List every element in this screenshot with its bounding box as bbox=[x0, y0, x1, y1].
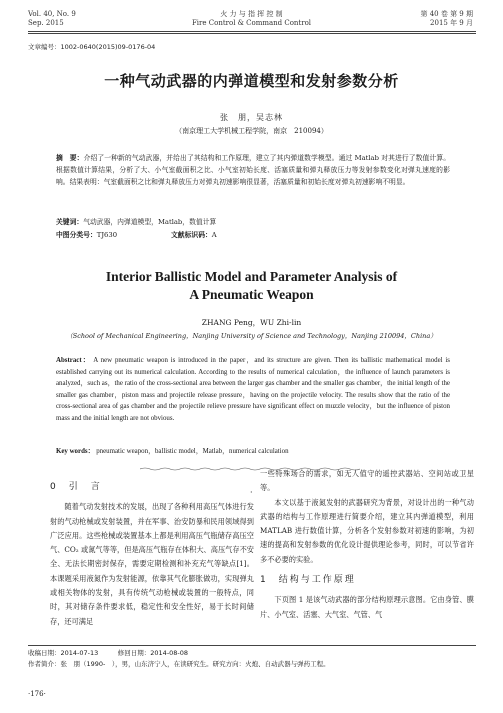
keywords-cn-text: 气动武器，内弹道模型，Matlab，数值计算 bbox=[83, 218, 217, 226]
keywords-en-text: pneumatic weapon，ballistic model，Matlab，numerical calculation bbox=[96, 448, 289, 455]
section-1-heading: 1 结构与工作原理 bbox=[260, 575, 356, 586]
center-dot: · bbox=[250, 488, 253, 497]
volume-issue-cn: 第 40 卷 第 9 期 bbox=[420, 10, 473, 18]
journal-name-en: Fire Control & Command Control bbox=[191, 19, 312, 27]
right-paragraph-continued: 一些特殊场合的需求，如无人值守的遥控武器站、空间站或卫星等。 bbox=[260, 469, 474, 493]
journal-issue-info bbox=[421, 10, 474, 28]
clc-label: 中图分类号： bbox=[56, 231, 97, 239]
header-rule-secondary bbox=[28, 33, 476, 34]
section-0-heading: 0 引 言 bbox=[50, 482, 102, 492]
page-number: ·176· bbox=[28, 690, 46, 698]
section-0-paragraph: 随着气动发射技术的发展，出现了各种利用高压气体进行发射的气动枪械或发射装置，并在军事、治安防暴和民用领域得到广泛应用。这些枪械或装置基本上都是利用高压气瓶储存高压空气、CO₂ 或氮气等等，但是高压气瓶存在体积大、高压气存不安全、无法长期密封保存，需要定期检测和补充充气等缺点[1]。本课题采用液氮作为发射能源，依靠其气化膨胀做功，实现弹丸或相关物体的发射，具有传统气动枪械或装置的一般特点，同时，其对储存条件要求低，稳定性和安全性好，易于长时间储存，还可满足 bbox=[50, 502, 254, 626]
paper-title-en-line2: A Pneumatic Weapon bbox=[189, 287, 314, 302]
paper-title-en bbox=[0, 268, 503, 304]
footnote bbox=[28, 648, 476, 670]
right-paragraph-intro: 本文以基于液氮发射的武器研究为背景，对设计出的一种气动武器的结构与工作原理进行简要介绍，建立其内弹道模型，利用 MATLAB 进行数值计算，分析各个发射参数对初速的影响，为初速的提高和发射参数的优化设计提供理论参考，同时，可以节省许多不必要的实验。 bbox=[260, 497, 474, 564]
doc-code-label: 文献标识码： bbox=[171, 231, 212, 239]
keywords-en bbox=[56, 447, 450, 457]
affiliation-cn: （南京理工大学机械工程学院，南京 210094） bbox=[175, 127, 328, 135]
section-1-paragraph: 下页图 1 是该气动武器的部分结构原理示意图。它由身管、膜片、小气室、活塞、大气室、气管、气 bbox=[260, 595, 474, 619]
classification-cn bbox=[56, 230, 450, 240]
volume-number: Vol. 40, No. 9 bbox=[28, 10, 76, 18]
authors-en: ZHANG Peng，WU Zhi-lin bbox=[201, 318, 302, 327]
left-column bbox=[50, 478, 254, 629]
footnote-rule bbox=[28, 645, 476, 646]
paper-title-cn: 一种气动武器的内弹道模型和发射参数分析 bbox=[104, 72, 399, 90]
abstract-cn-text: 介绍了一种新的气动武器，并给出了其结构和工作原理，建立了其内弹道数学模型。通过 Matlab 对其进行了数值计算。根据数值计算结果，分析了大、小气室截面积之比、小气室初始长度、活塞质量和弹丸释放压力等发射参数变化对弹丸速度的影响。结果表明：气室截面积之比和弹丸释放压力对弹丸初速影响很显著，活塞质量和初始长度对弹丸初速影响不明显。 bbox=[56, 154, 451, 186]
keywords-cn bbox=[56, 217, 450, 227]
author-bio: 作者简介：张 朋（1990- ），男，山东济宁人，在读研究生。研究方向：火炮、自动武器与弹药工程。 bbox=[28, 660, 330, 668]
abstract-cn-label: 摘 要： bbox=[56, 154, 84, 162]
right-column bbox=[260, 467, 474, 622]
issue-date-cn: 2015 年 9 月 bbox=[430, 19, 473, 27]
abstract-cn bbox=[56, 152, 450, 188]
paper-title-en-line1: Interior Ballistic Model and Parameter Analysis of bbox=[105, 269, 398, 284]
clc-value: TJ630 bbox=[96, 231, 118, 239]
keywords-en-label: Key words： bbox=[56, 448, 95, 455]
abstract-en-text: A new pneumatic weapon is introduced in the paper，and its structure are given. Then its ballistic mathematical model is established carrying out its numerical calculation. According to the results of numerical calculation，the influence of launch parameters is analyzed，such as，the ratio of the cross-sectional area between the larger gas chamber and the smaller gas chamber，the initial length of the smaller gas chamber，piston mass and projectile release pressure，having on the projectile velocity. The results show that the ratio of the cross-sectional area of gas chamber and the projectile relieve pressure have significant effect on muzzle velocity，but the influence of piston mass and the initial length are not obvious. bbox=[56, 357, 450, 422]
keywords-cn-label: 关键词： bbox=[56, 218, 84, 226]
article-number: 文章编号：1002-0640(2015)09-0176-04 bbox=[28, 43, 156, 51]
received-dates: 收稿日期：2014-07-13 修回日期：2014-08-08 bbox=[28, 649, 189, 657]
issue-date-en: Sep. 2015 bbox=[28, 19, 64, 27]
header-rule bbox=[28, 31, 476, 32]
doc-code-value: A bbox=[211, 231, 217, 239]
journal-name-cn: 火 力 与 指 挥 控 制 bbox=[220, 10, 283, 18]
authors-cn: 张 朋，吴志林 bbox=[220, 113, 283, 122]
abstract-en bbox=[56, 355, 450, 425]
abstract-en-label: Abstract： bbox=[56, 357, 91, 364]
affiliation-en: （School of Mechanical Engineering，Nanjing University of Science and Technology，Nanjing 210094，China） bbox=[66, 332, 437, 340]
